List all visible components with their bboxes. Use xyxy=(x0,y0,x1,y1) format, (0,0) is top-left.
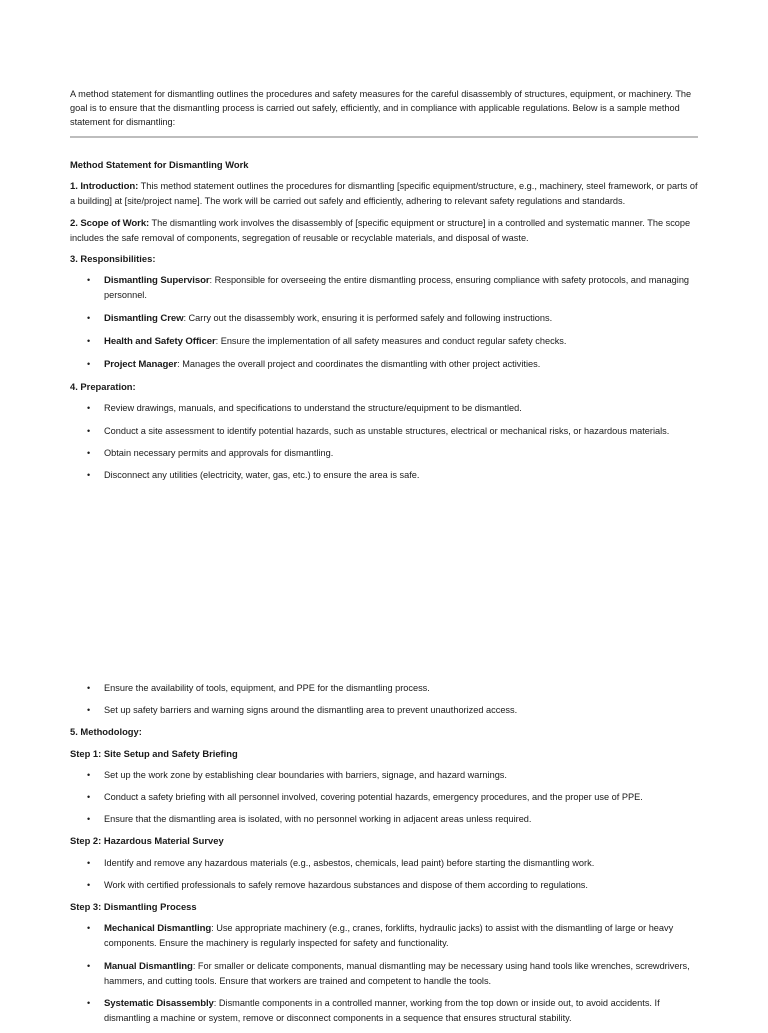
method-text: : For smaller or delicate components, manual dismantling may be necessary using hand tools like wrenches, screwdrivers, hammers, and cutting tools. Ensure that workers are trained and competent to handle the tools. xyxy=(104,960,690,986)
role-text: : Carry out the disassembly work, ensuring it is performed safely and following instructions. xyxy=(183,312,553,323)
list-item xyxy=(70,959,698,988)
role-term: Dismantling Crew xyxy=(104,312,184,324)
list-item xyxy=(70,334,698,349)
bullet-icon: • xyxy=(87,705,91,716)
step2-heading: Step 2: Hazardous Material Survey xyxy=(70,835,224,847)
section-bottom xyxy=(70,681,698,1033)
list-item xyxy=(70,768,698,782)
bullet-icon: • xyxy=(87,769,91,780)
document-title: Method Statement for Dismantling Work xyxy=(70,159,249,170)
list-item-text: Ensure the availability of tools, equipment, and PPE for the dismantling process. xyxy=(104,683,430,693)
preparation-list-continued xyxy=(70,681,698,717)
preparation-list xyxy=(70,401,698,482)
list-item xyxy=(70,996,698,1025)
role-term: Dismantling Supervisor xyxy=(104,275,210,287)
role-text: : Responsible for overseeing the entire dismantling process, ensuring compliance with safety protocols, and managing personnel. xyxy=(104,275,690,301)
bullet-icon: • xyxy=(87,470,91,481)
bullet-icon: • xyxy=(87,425,91,436)
preparation-heading: 4. Preparation: xyxy=(70,381,136,393)
list-item-text: Set up the work zone by establishing clear boundaries with barriers, signage, and hazard warnings. xyxy=(104,769,507,780)
list-item xyxy=(70,424,698,438)
list-item-text: Disconnect any utilities (electricity, water, gas, etc.) to ensure the area is safe. xyxy=(104,470,420,481)
list-item-text: Obtain necessary permits and approvals for dismantling. xyxy=(104,447,334,458)
list-item-text: Set up safety barriers and warning signs around the dismantling area to prevent unauthorized access. xyxy=(104,705,518,716)
bullet-icon: • xyxy=(87,960,91,971)
list-item-text: Ensure that the dismantling area is isolated, with no personnel working in adjacent areas unless required. xyxy=(104,814,532,825)
bullet-icon: • xyxy=(87,403,91,414)
list-item xyxy=(70,856,698,870)
bullet-icon: • xyxy=(87,683,91,693)
step1-list xyxy=(70,768,698,827)
list-item-text: Work with certified professionals to safely remove hazardous substances and dispose of them according to regulations. xyxy=(104,879,588,890)
bullet-icon: • xyxy=(87,923,91,934)
bullet-icon: • xyxy=(87,447,91,458)
bullet-icon: • xyxy=(87,814,91,825)
list-item-text: Conduct a site assessment to identify potential hazards, such as unstable structures, electrical or mechanical risks, or hazardous materials. xyxy=(104,425,670,436)
role-term: Health and Safety Officer xyxy=(104,335,216,347)
list-item xyxy=(70,401,698,415)
introduction-paragraph xyxy=(70,179,698,208)
list-item-text: Review drawings, manuals, and specifications to understand the structure/equipment to be dismantled. xyxy=(104,403,522,414)
step3-heading: Step 3: Dismantling Process xyxy=(70,901,197,913)
list-item xyxy=(70,468,698,482)
role-term: Project Manager xyxy=(104,359,178,371)
step1-heading: Step 1: Site Setup and Safety Briefing xyxy=(70,747,238,759)
bullet-icon: • xyxy=(87,275,91,286)
scope-label: 2. Scope of Work: xyxy=(70,217,150,229)
bullet-icon: • xyxy=(87,998,91,1009)
intro-paragraph: A method statement for dismantling outlines the procedures and safety measures for the careful disassembly of structures, equipment, or machinery. The goal is to ensure that the dismantling process is carried out safely, efficiently, and in compliance with applicable regulations. Below is a sample method statement for dismantling: xyxy=(70,89,692,128)
method-term: Systematic Disassembly xyxy=(104,998,214,1010)
methodology-heading: 5. Methodology: xyxy=(70,726,142,738)
list-item xyxy=(70,790,698,804)
bullet-icon: • xyxy=(87,335,91,346)
scope-text: The dismantling work involves the disassembly of [specific equipment or structure] in a controlled and systematic manner. The scope includes the safe removal of components, segregation of reusable or recyclable materials, and disposal of waste. xyxy=(70,217,691,243)
method-text: : Use appropriate machinery (e.g., cranes, forklifts, hydraulic jacks) to assist with the dismantling of large or heavy components. Ensure the machinery is regularly inspected for safety and functionality. xyxy=(104,923,674,949)
list-item-text: Conduct a safety briefing with all personnel involved, covering potential hazards, emergency procedures, and the proper use of PPE. xyxy=(104,792,643,803)
list-item-text: Identify and remove any hazardous materials (e.g., asbestos, chemicals, lead paint) before starting the dismantling work. xyxy=(104,857,595,868)
scope-paragraph xyxy=(70,216,698,245)
bullet-icon: • xyxy=(87,857,91,868)
list-item xyxy=(70,878,698,892)
list-item xyxy=(70,357,698,372)
step3-list xyxy=(70,921,698,1025)
bullet-icon: • xyxy=(87,359,91,370)
bullet-icon: • xyxy=(87,879,91,890)
list-item xyxy=(70,681,698,695)
role-text: : Manages the overall project and coordinates the dismantling with other project activities. xyxy=(177,359,541,370)
list-item xyxy=(70,273,698,302)
section-top xyxy=(70,158,698,490)
list-item xyxy=(70,921,698,950)
introduction-label: 1. Introduction: xyxy=(70,181,139,193)
bullet-icon: • xyxy=(87,792,91,803)
method-term: Manual Dismantling xyxy=(104,960,193,972)
list-item xyxy=(70,703,698,717)
list-item xyxy=(70,446,698,460)
step2-list xyxy=(70,856,698,892)
list-item xyxy=(70,812,698,826)
list-item xyxy=(70,311,698,326)
responsibilities-list xyxy=(70,273,698,372)
method-term: Mechanical Dismantling xyxy=(104,923,212,935)
introduction-text: This method statement outlines the procedures for dismantling [specific equipment/structure, e.g., machinery, steel framework, or parts of a building] at [site/project name]. The work will be carried out safely and efficiently, adhering to relevant safety regulations and standards. xyxy=(70,181,698,207)
method-text: : Dismantle components in a controlled manner, working from the top down or inside out, to avoid accidents. If dismantling a machine or system, remove or disconnect components in a sequence that ensures structural stability. xyxy=(104,998,660,1024)
divider xyxy=(70,136,698,138)
role-text: : Ensure the implementation of all safety measures and conduct regular safety checks. xyxy=(215,335,567,346)
responsibilities-heading: 3. Responsibilities: xyxy=(70,253,156,265)
bullet-icon: • xyxy=(87,312,91,323)
